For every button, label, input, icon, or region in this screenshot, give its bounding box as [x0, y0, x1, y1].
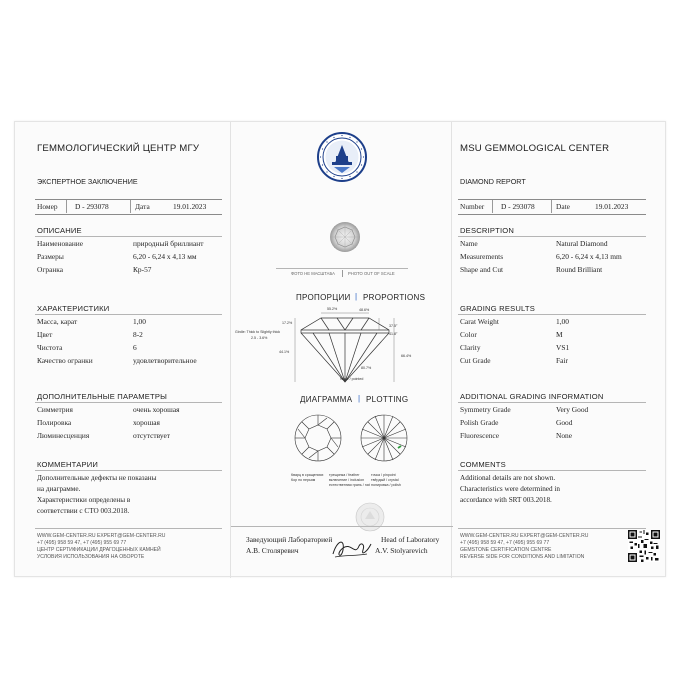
- en-desc-label: Shape and Cut: [460, 265, 504, 274]
- en-grading-value: M: [556, 330, 563, 339]
- signer-name-en: A.V. Stolyarevich: [375, 546, 428, 555]
- divider: [492, 200, 493, 213]
- girdle-desc: Girdle: Thick to Slightly thick: [235, 330, 281, 334]
- legend-item: твёрдый / crystal: [371, 478, 399, 482]
- crown-angle-deg: 37.5°: [389, 324, 398, 328]
- en-date-label: Date: [556, 202, 570, 211]
- ru-desc-value: 6,20 - 6,24 х 4,13 мм: [133, 252, 197, 261]
- plotting-title-ru: ДИАГРАММА: [300, 395, 353, 404]
- divider: [130, 200, 131, 213]
- divider: [35, 214, 222, 215]
- en-additional-label: Fluorescence: [460, 431, 499, 440]
- ru-extra-label: Полировка: [37, 418, 72, 427]
- ru-extra-value: очень хорошая: [133, 405, 180, 414]
- en-grading-label: Color: [460, 330, 477, 339]
- title-separator: |: [358, 394, 361, 403]
- ru-comment-line: Дополнительные дефекты не показаны: [37, 474, 157, 482]
- ru-desc-label: Огранка: [37, 265, 64, 274]
- en-grading-label: Cut Grade: [460, 356, 491, 365]
- en-date-value: 19.01.2023: [595, 202, 629, 211]
- signer-role-ru: Заведующий Лабораторией: [246, 535, 333, 544]
- girdle-range: 2.5 - 3.6%: [251, 336, 268, 340]
- middle-panel: [230, 122, 452, 578]
- legend-item: полировка / polish: [371, 483, 401, 487]
- ru-extra-label: Люминесценция: [37, 431, 90, 440]
- divider: [35, 199, 222, 200]
- divider: [276, 268, 408, 269]
- en-comments-title: COMMENTS: [460, 460, 506, 469]
- proportions-diagram: [293, 308, 397, 388]
- ru-char-value: удовлетворительное: [133, 356, 197, 365]
- ru-char-label: Масса, карат: [37, 317, 78, 326]
- ru-comment-line: Характеристики определены в: [37, 496, 131, 504]
- ru-char-value: 1,00: [133, 317, 146, 326]
- en-comment-line: accordance with SRT 003.2018.: [460, 496, 552, 504]
- ru-char-value: 8-2: [133, 330, 143, 339]
- en-subtitle: DIAMOND REPORT: [460, 177, 526, 186]
- legend-item: Кор по перьям: [291, 478, 316, 482]
- ru-number-label: Номер: [37, 202, 58, 211]
- legend-item: трещинка / feather: [329, 473, 360, 477]
- ru-char-label: Качество огранки: [37, 356, 93, 365]
- divider: [551, 200, 552, 213]
- en-additional-title: ADDITIONAL GRADING INFORMATION: [460, 392, 604, 401]
- pavilion-angle-deg: 41.8°: [389, 332, 398, 336]
- en-additional-value: None: [556, 431, 573, 440]
- en-grading-label: Clarity: [460, 343, 481, 352]
- divider: [458, 199, 646, 200]
- en-grading-value: VS1: [556, 343, 570, 352]
- ru-characteristics-title: ХАРАКТЕРИСТИКИ: [37, 304, 110, 313]
- ru-footer-line: ЦЕНТР СЕРТИФИКАЦИИ ДРАГОЦЕННЫХ КАМНЕЙ: [37, 547, 161, 553]
- divider: [458, 236, 646, 237]
- crown-angle-percent: 48.6%: [359, 308, 370, 312]
- signature-image: [329, 532, 373, 562]
- en-comment-line: Characteristics were determined in: [460, 485, 560, 493]
- divider: [458, 402, 646, 403]
- en-footer-line: WWW.GEM-CENTER.RU EXPERT@GEM-CENTER.RU: [460, 533, 589, 539]
- en-number-value: D - 293078: [501, 202, 535, 211]
- divider: [35, 314, 222, 315]
- culet: None / pointed: [340, 377, 364, 381]
- title-separator: |: [355, 292, 358, 301]
- divider: [458, 214, 646, 215]
- russian-panel: [15, 122, 230, 578]
- ru-number-value: D - 293078: [75, 202, 109, 211]
- msu-seal-icon: [317, 132, 367, 182]
- en-desc-value: Round Brilliant: [556, 265, 603, 274]
- photo-caption-ru: ФОТО НЕ МАСШТАБА: [291, 271, 335, 276]
- ru-subtitle: ЭКСПЕРТНОЕ ЗАКЛЮЧЕНИЕ: [37, 177, 138, 186]
- en-grading-label: Carat Weight: [460, 317, 499, 326]
- pavilion-depth: 44.1%: [279, 350, 290, 354]
- ru-footer-line: WWW.GEM-CENTER.RU EXPERT@GEM-CENTER.RU: [37, 533, 166, 539]
- proportions-title-ru: ПРОПОРЦИИ: [296, 293, 351, 302]
- ru-desc-value: Кр-57: [133, 265, 152, 274]
- ru-footer-line: УСЛОВИЯ ИСПОЛЬЗОВАНИЯ НА ОБОРОТЕ: [37, 554, 145, 560]
- ru-comment-line: на диаграмме.: [37, 485, 81, 493]
- ru-char-label: Чистота: [37, 343, 63, 352]
- en-title: MSU GEMMOLOGICAL CENTER: [460, 143, 610, 154]
- divider: [231, 526, 453, 527]
- legend-item: Кварц в сращениях: [291, 473, 324, 477]
- ru-description-title: ОПИСАНИЕ: [37, 226, 82, 235]
- total-depth: 66.4%: [401, 354, 412, 358]
- en-footer-line: GEMSTONE CERTIFICATION CENTRE: [460, 547, 552, 553]
- divider: [458, 314, 646, 315]
- qr-code: [628, 530, 660, 562]
- en-footer-line: REVERSE SIDE FOR CONDITIONS AND LIMITATION: [460, 554, 585, 560]
- plotting-title-en: PLOTTING: [366, 395, 409, 404]
- en-desc-value: Natural Diamond: [556, 239, 608, 248]
- ru-desc-label: Размеры: [37, 252, 64, 261]
- signer-name-ru: А.В. Столяревич: [246, 546, 299, 555]
- legend-item: естественная грань / nat: [329, 483, 370, 487]
- en-footer-line: +7 (495) 958 59 47, +7 (495) 955 69 77: [460, 540, 550, 546]
- divider: [342, 270, 343, 277]
- divider: [35, 528, 222, 529]
- certificate: [14, 121, 666, 577]
- crown-height: 17.2%: [282, 321, 293, 325]
- en-description-title: DESCRIPTION: [460, 226, 515, 235]
- en-comment-line: Additional details are not shown.: [460, 474, 556, 482]
- signer-role-en: Head of Laboratory: [381, 535, 440, 544]
- en-grading-value: 1,00: [556, 317, 569, 326]
- hologram-sticker-icon: [355, 502, 385, 532]
- legend-item: включение / inclusion: [329, 478, 365, 482]
- ru-extra-value: хорошая: [133, 418, 160, 427]
- crown-plot-diagram: [293, 413, 343, 463]
- table-percent: 55.2%: [327, 307, 338, 311]
- ru-date-label: Дата: [135, 202, 150, 211]
- ru-comment-line: соответствии с СТО 003.2018.: [37, 507, 130, 515]
- ru-date-value: 19.01.2023: [173, 202, 207, 211]
- divider: [458, 528, 646, 529]
- english-panel: [452, 122, 667, 578]
- diamond-photo: [328, 220, 362, 254]
- en-additional-label: Symmetry Grade: [460, 405, 511, 414]
- ru-extra-title: ДОПОЛНИТЕЛЬНЫЕ ПАРАМЕТРЫ: [37, 392, 168, 401]
- en-number-label: Number: [460, 202, 485, 211]
- en-additional-value: Very Good: [556, 405, 589, 414]
- photo-caption-en: PHOTO OUT OF SCALE: [348, 271, 395, 276]
- en-grading-title: GRADING RESULTS: [460, 304, 536, 313]
- en-desc-label: Name: [460, 239, 478, 248]
- divider: [35, 470, 222, 471]
- ru-footer-line: +7 (495) 958 59 47, +7 (495) 955 69 77: [37, 540, 127, 546]
- divider: [458, 470, 646, 471]
- en-grading-value: Fair: [556, 356, 568, 365]
- divider: [66, 200, 67, 213]
- lower-half: 80.7%: [361, 366, 372, 370]
- ru-char-value: 6: [133, 343, 137, 352]
- ru-comments-title: КОММЕНТАРИИ: [37, 460, 99, 469]
- proportions-title-en: PROPORTIONS: [363, 293, 426, 302]
- ru-title: ГЕММОЛОГИЧЕСКИЙ ЦЕНТР МГУ: [37, 143, 200, 154]
- divider: [35, 236, 222, 237]
- ru-char-label: Цвет: [37, 330, 53, 339]
- ru-extra-label: Симметрия: [37, 405, 73, 414]
- en-desc-label: Measurements: [460, 252, 504, 261]
- ru-desc-label: Наименование: [37, 239, 84, 248]
- divider: [35, 402, 222, 403]
- en-additional-value: Good: [556, 418, 573, 427]
- legend-item: точка / pinpoint: [371, 473, 396, 477]
- ru-extra-value: отсутствует: [133, 431, 170, 440]
- en-additional-label: Polish Grade: [460, 418, 499, 427]
- ru-desc-value: природный бриллиант: [133, 239, 204, 248]
- pavilion-plot-diagram: [359, 413, 409, 463]
- en-desc-value: 6,20 - 6,24 x 4,13 mm: [556, 252, 622, 261]
